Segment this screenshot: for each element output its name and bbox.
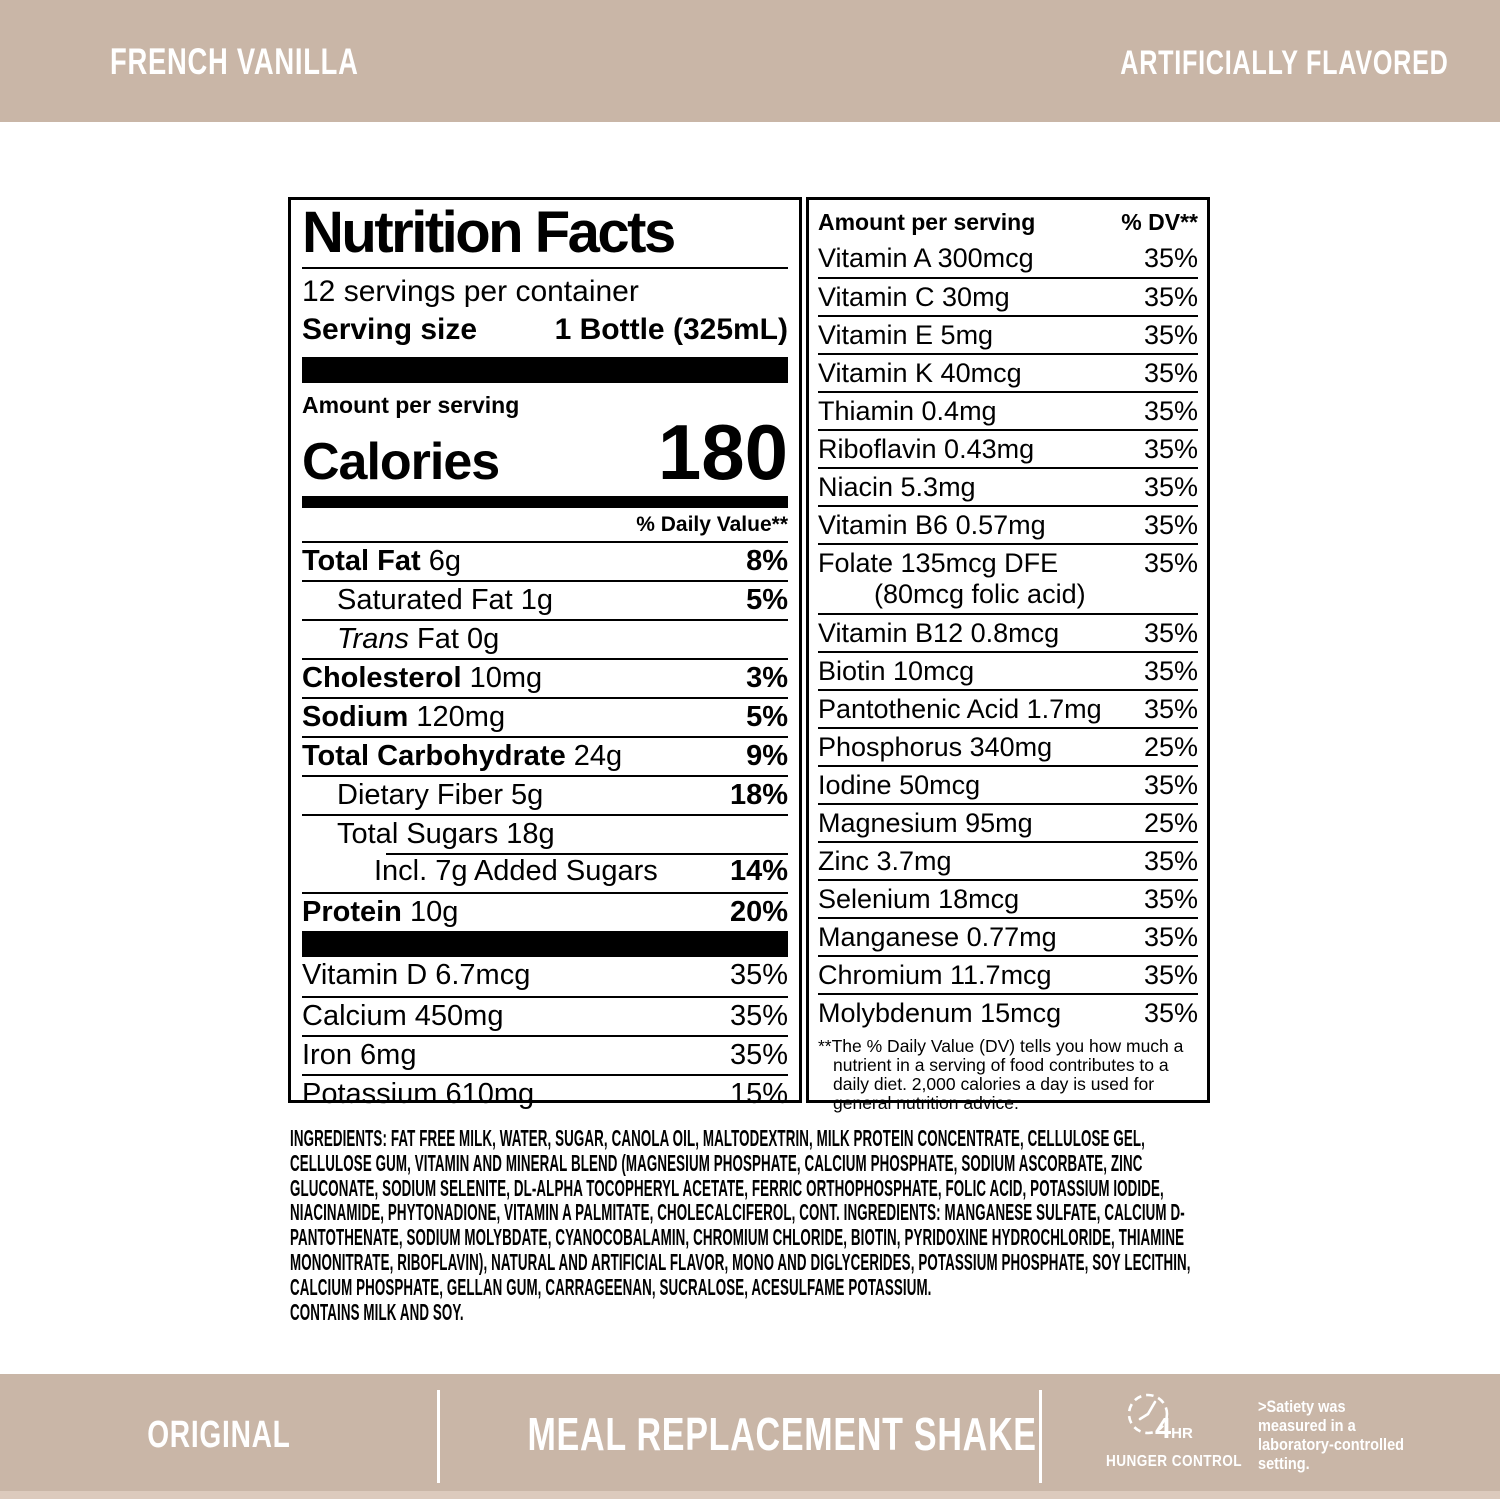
nutrient-row-total-sugars: Total Sugars 18g xyxy=(302,814,788,853)
micronutrient-row-manganese-0-77mg: Manganese 0.77mg 35% xyxy=(818,917,1198,955)
ingredients-block xyxy=(290,1126,1212,1324)
micronutrient-row-chromium-11-7mcg: Chromium 11.7mcg 35% xyxy=(818,955,1198,993)
micronutrient-row-vitamin-a-300mcg: Vitamin A 300mcg 35% xyxy=(818,243,1198,273)
micronutrients-panel xyxy=(806,197,1210,1114)
nutrient-row-dietary-fiber: Dietary Fiber 5g 18% xyxy=(302,775,788,814)
micronutrient-row-iodine-50mcg: Iodine 50mcg 35% xyxy=(818,765,1198,803)
calories-value: 180 xyxy=(657,408,788,496)
micronutrient-row-vitamin-b12-0-8mcg: Vitamin B12 0.8mcg 35% xyxy=(818,613,1198,651)
dv-header: % DV** xyxy=(1121,209,1198,235)
daily-value-header: % Daily Value** xyxy=(636,513,788,536)
clock-icon-wrap xyxy=(1093,1389,1255,1451)
artificially-flavored-note xyxy=(1005,46,1449,80)
micronutrient-row-vitamin-k-40mcg: Vitamin K 40mcg 35% xyxy=(818,353,1198,391)
variant-name-text: ORIGINAL xyxy=(147,1414,291,1456)
footer-divider xyxy=(1039,1390,1042,1483)
medium-divider xyxy=(302,496,788,508)
top-band xyxy=(0,0,1500,122)
micronutrient-row-thiamin-0-4mg: Thiamin 0.4mg 35% xyxy=(818,391,1198,429)
flavor-title-text: FRENCH VANILLA xyxy=(110,41,359,82)
vitamin-row-iron-6mg: Iron 6mg 35% xyxy=(302,1035,788,1074)
nutrient-row-sodium: Sodium 120mg 5% xyxy=(302,697,788,736)
servings-per-container: 12 servings per container xyxy=(302,275,639,308)
product-type xyxy=(438,1408,1040,1460)
flavor-title xyxy=(110,43,446,80)
micronutrient-row-magnesium-95mg: Magnesium 95mg 25% xyxy=(818,803,1198,841)
hunger-control-label: HUNGER CONTROL xyxy=(1106,1453,1242,1470)
vitamin-row-calcium-450mg: Calcium 450mg 35% xyxy=(302,996,788,1035)
amount-per-serving-label: Amount per serving xyxy=(302,392,520,418)
nutrition-facts-title: Nutrition Facts xyxy=(302,200,674,265)
thick-divider xyxy=(302,931,788,957)
allergen-statement: CONTAINS MILK AND SOY. xyxy=(290,1298,464,1325)
ingredients-text: INGREDIENTS: FAT FREE MILK, WATER, SUGAR, CANOLA OIL, MALTODEXTRIN, MILK PROTEIN CONCENTRATE, CELLULOSE GEL, CELLULOSE GUM, VITAMIN AND MINERAL BLEND (MAGNESIUM PHOSPHATE, CALCIUM PHOSPHATE, SODIUM ASCORBATE, ZINC GLUCONATE, SODIUM SELENITE, DL-ALPHA TOCOPHERYL ACETATE, FERRIC ORTHOPHOSPHATE, FOLIC ACID, POTASSIUM IODIDE, NIACINAMIDE, PHYTONADIONE, VITAMIN A PALMITATE, CHOLECALCIFEROL, CONT. INGREDIENTS: MANGANESE SULFATE, CALCIUM D-PANTOTHENATE, SODIUM MOLYBDATE, CYANOCOBALAMIN, CHROMIUM CHLORIDE, BIOTIN, PYRIDOXINE HYDROCHLORIDE, THIAMINE MONONITRATE, RIBOFLAVIN), NATURAL AND ARTIFICIAL FLAVOR, MONO AND DIGLYCERIDES, POTASSIUM PHOSPHATE, SOY LECITHIN, CALCIUM PHOSPHATE, GELLAN GUM, CARRAGEENAN, SUCRALOSE, ACESULFAME POTASSIUM. xyxy=(290,1125,1191,1300)
micronutrient-row-vitamin-b6-0-57mg: Vitamin B6 0.57mg 35% xyxy=(818,505,1198,543)
bottom-band xyxy=(0,1374,1500,1499)
nutrient-row-protein: Protein 10g 20% xyxy=(302,892,788,931)
serving-size-label: Serving size xyxy=(302,313,478,346)
amount-per-serving-header: Amount per serving xyxy=(818,209,1036,235)
nutrition-facts-panel xyxy=(288,197,802,1110)
micronutrient-row-biotin-10mcg: Biotin 10mcg 35% xyxy=(818,651,1198,689)
micronutrient-row-vitamin-e-5mg: Vitamin E 5mg 35% xyxy=(818,315,1198,353)
micronutrient-row-vitamin-c-30mg: Vitamin C 30mg 35% xyxy=(818,277,1198,315)
nutrient-row-total-fat: Total Fat 6g 8% xyxy=(302,541,788,580)
satiety-note: >Satiety was measured in a laboratory-controlled setting. xyxy=(1258,1398,1405,1473)
nutrient-row-trans: Trans Fat 0g xyxy=(302,619,788,658)
vitamin-row-potassium-610mg: Potassium 610mg 15% xyxy=(302,1074,788,1113)
nutrient-row-saturated-fat: Saturated Fat 1g 5% xyxy=(302,580,788,619)
calories-label: Calories xyxy=(302,433,500,491)
nutrient-row-incl-7g-added-sugars: Incl. 7g Added Sugars 14% xyxy=(302,853,788,892)
micronutrient-row-folate-135mcg-dfe: Folate 135mcg DFE (80mcg folic acid) 35% xyxy=(818,543,1198,613)
micronutrient-row-molybdenum-15mcg: Molybdenum 15mcg 35% xyxy=(818,993,1198,1031)
artificially-flavored-text: ARTIFICIALLY FLAVORED xyxy=(1119,44,1448,82)
hunger-hours: 4HR xyxy=(1155,1413,1193,1445)
nutrient-row-total-carbohydrate: Total Carbohydrate 24g 9% xyxy=(302,736,788,775)
micronutrient-row-zinc-3-7mg: Zinc 3.7mg 35% xyxy=(818,841,1198,879)
micronutrient-row-riboflavin-0-43mg: Riboflavin 0.43mg 35% xyxy=(818,429,1198,467)
micronutrient-row-pantothenic-acid-1-7mg: Pantothenic Acid 1.7mg 35% xyxy=(818,689,1198,727)
divider xyxy=(302,267,788,269)
hunger-control-badge xyxy=(1093,1389,1255,1471)
left-vitamin-rows xyxy=(302,957,788,1113)
nutrient-row-cholesterol: Cholesterol 10mg 3% xyxy=(302,658,788,697)
variant-name xyxy=(0,1416,438,1454)
product-type-text: MEAL REPLACEMENT SHAKE xyxy=(527,1408,1037,1460)
serving-size-value: 1 Bottle (325mL) xyxy=(554,313,788,346)
serving-size-row xyxy=(302,311,788,357)
vitamin-row-vitamin-d-6-7mcg: Vitamin D 6.7mcg 35% xyxy=(302,959,788,991)
calories-row xyxy=(302,408,788,496)
thick-divider xyxy=(302,357,788,383)
micronutrient-rows xyxy=(818,240,1198,1031)
micronutrient-row-selenium-18mcg: Selenium 18mcg 35% xyxy=(818,879,1198,917)
right-column-header xyxy=(818,200,1198,240)
bottom-edge-strip xyxy=(0,1491,1500,1499)
daily-value-footnote: **The % Daily Value (DV) tells you how much a nutrient in a serving of food contributes to a daily diet. 2,000 calories a day is used for general nutrition advice. xyxy=(818,1036,1184,1114)
micronutrient-row-phosphorus-340mg: Phosphorus 340mg 25% xyxy=(818,727,1198,765)
micronutrient-row-niacin-5-3mg: Niacin 5.3mg 35% xyxy=(818,467,1198,505)
macronutrient-rows xyxy=(302,541,788,931)
